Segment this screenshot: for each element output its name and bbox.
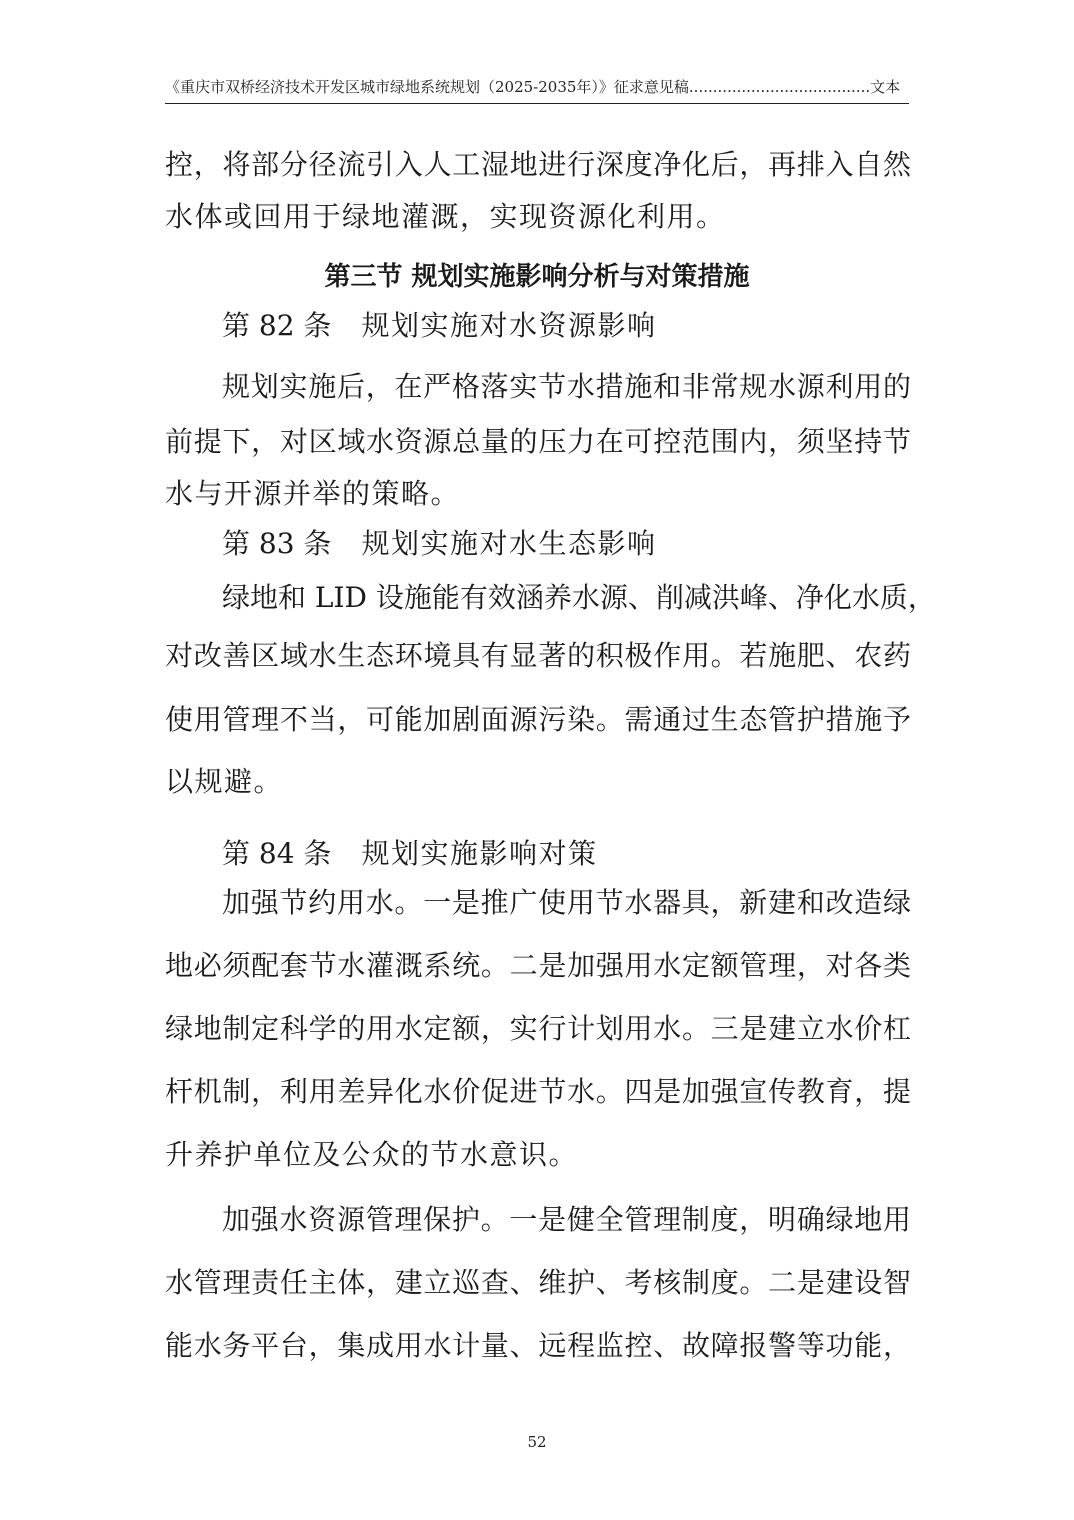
article-number: 第 84 条 <box>222 837 332 870</box>
article-number: 第 82 条 <box>222 309 332 342</box>
body-line: 使用管理不当，可能加剧面源污染。需通过生态管护措施予 <box>165 703 911 736</box>
page-number: 52 <box>527 1433 547 1451</box>
body-line: 能水务平台，集成用水计量、远程监控、故障报警等功能， <box>165 1329 911 1362</box>
body-line: 水体或回用于绿地灌溉，实现资源化利用。 <box>165 200 726 233</box>
article-84-heading <box>222 834 597 874</box>
body-line: 加强节约用水。一是推广使用节水器具，新建和改造绿 <box>222 886 911 919</box>
section-heading: 第三节 规划实施影响分析与对策措施 <box>324 262 750 292</box>
body-line: 水与开源并举的策略。 <box>165 477 461 510</box>
body-line: 地必须配套节水灌溉系统。二是加强用水定额管理，对各类 <box>165 949 911 982</box>
article-number: 第 83 条 <box>222 527 332 560</box>
running-header: 《重庆市双桥经济技术开发区城市绿地系统规划（2025-2035年）》征求意见稿......................................文本 <box>165 78 901 96</box>
body-line: 绿地制定科学的用水定额，实行计划用水。三是建立水价杠 <box>165 1012 911 1045</box>
body-line: 升养护单位及公众的节水意识。 <box>165 1138 579 1171</box>
body-line: 前提下，对区域水资源总量的压力在可控范围内，须坚持节 <box>165 425 911 458</box>
body-line: 杆机制，利用差异化水价促进节水。四是加强宣传教育，提 <box>165 1075 911 1108</box>
article-title: 规划实施对水资源影响 <box>361 309 657 342</box>
article-title: 规划实施对水生态影响 <box>361 527 657 560</box>
article-82-heading <box>222 306 656 346</box>
header-rule <box>165 103 909 104</box>
article-title: 规划实施影响对策 <box>361 837 598 870</box>
article-83-heading <box>222 524 656 564</box>
body-line: 对改善区域水生态环境具有显著的积极作用。若施肥、农药 <box>165 639 911 672</box>
body-line: 控，将部分径流引入人工湿地进行深度净化后，再排入自然 <box>165 148 911 181</box>
body-line: 以规避。 <box>165 765 284 798</box>
body-line: 绿地和 LID 设施能有效涵养水源、削减洪峰、净化水质， <box>222 581 936 614</box>
body-line: 水管理责任主体，建立巡查、维护、考核制度。二是建设智 <box>165 1266 911 1299</box>
body-line: 加强水资源管理保护。一是健全管理制度，明确绿地用 <box>222 1203 911 1236</box>
body-line: 规划实施后，在严格落实节水措施和非常规水源利用的 <box>222 370 911 403</box>
